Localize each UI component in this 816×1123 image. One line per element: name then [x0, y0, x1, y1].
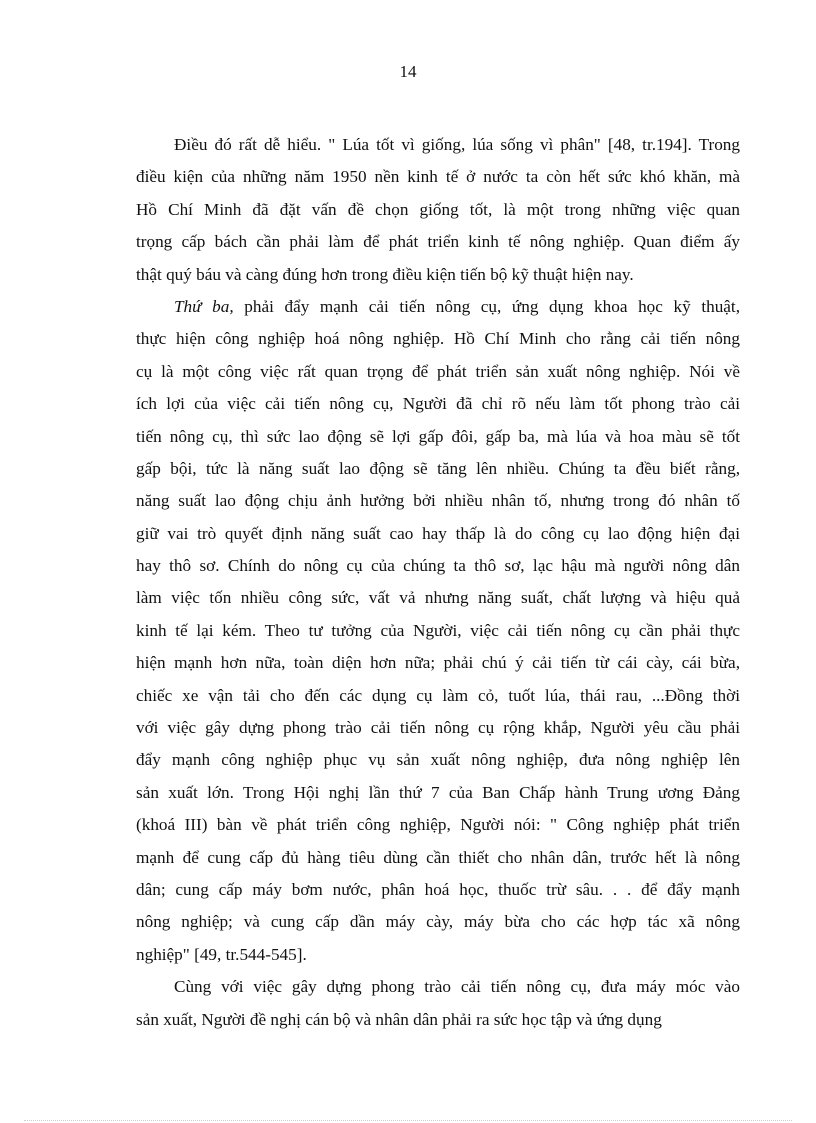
text-line: đẩy mạnh công nghiệp phục vụ sản xuất nông nghiệp, đưa nông nghiệp lên [136, 750, 740, 770]
text-line: hiện mạnh hơn nữa, toàn diện hơn nữa; phải chú ý cải tiến từ cái cày, cái bừa, [136, 653, 740, 673]
text-line: làm việc tốn nhiều công sức, vất vả nhưng năng suất, chất lượng và hiệu quả [136, 588, 740, 608]
italic-lead: Thứ ba, [174, 296, 234, 316]
paragraph-2 [136, 291, 740, 971]
text-line: mạnh để cung cấp đủ hàng tiêu dùng cần thiết cho nhân dân, trước hết là nông [136, 847, 740, 867]
text-line: hay thô sơ. Chính do nông cụ của chúng ta thô sơ, lạc hậu mà người nông dân [136, 556, 740, 576]
text-line: giữ vai trò quyết định năng suất cao hay thấp là do công cụ lao động hiện đại [136, 523, 740, 543]
text-line: tiến nông cụ, thì sức lao động sẽ lợi gấp đôi, gấp ba, mà lúa và hoa màu sẽ tốt [136, 426, 740, 446]
text-line: gấp bội, tức là năng suất lao động sẽ tăng lên nhiều. Chúng ta đều biết rằng, [136, 458, 740, 478]
text-line: dân; cung cấp máy bơm nước, phân hoá học, thuốc trừ sâu. . . để đẩy mạnh [136, 879, 740, 899]
text-line: ích lợi của việc cải tiến nông cụ, Người đã chỉ rõ nếu làm tốt phong trào cải [136, 394, 740, 414]
text-line: Điều đó rất dễ hiểu. " Lúa tốt vì giống, lúa sống vì phân" [48, tr.194]. Trong [174, 135, 740, 154]
paragraph-3 [136, 971, 740, 1036]
text-line: trọng cấp bách cần phải làm để phát triển kinh tế nông nghiệp. Quan điểm ấy [136, 232, 740, 252]
text-line: điều kiện của những năm 1950 nền kinh tế ở nước ta còn hết sức khó khăn, mà [136, 167, 740, 187]
text-line: sản xuất, Người đề nghị cán bộ và nhân dân phải ra sức học tập và ứng dụng [136, 1009, 662, 1029]
text-line: với việc gây dựng phong trào cải tiến nông cụ rộng khắp, Người yêu cầu phải [136, 718, 740, 738]
text-line: (khoá III) bàn về phát triển công nghiệp, Người nói: " Công nghiệp phát triển [136, 815, 740, 835]
text-line: thật quý báu và càng đúng hơn trong điều kiện tiến bộ kỹ thuật hiện nay. [136, 264, 634, 284]
paragraph-1 [136, 129, 740, 291]
text-line: Hồ Chí Minh đã đặt vấn đề chọn giống tốt, là một trong những việc quan [136, 199, 740, 219]
text-line: Cùng với việc gây dựng phong trào cải tiến nông cụ, đưa máy móc vào [174, 977, 740, 997]
page-number: 14 [399, 62, 417, 81]
lead-rest: phải đẩy mạnh cải tiến nông cụ, ứng dụng khoa học kỹ thuật, [233, 296, 740, 316]
body-text [136, 129, 740, 1036]
text-line: cụ là một công việc rất quan trọng để phát triển sản xuất nông nghiệp. Nói về [136, 361, 740, 381]
text-line: thực hiện công nghiệp hoá nông nghiệp. Hồ Chí Minh cho rằng cải tiến nông [136, 329, 740, 349]
page-bottom-divider [24, 1120, 792, 1121]
text-line: chiếc xe vận tải cho đến các dụng cụ làm cỏ, tuốt lúa, thái rau, ...Đồng thời [136, 685, 740, 705]
text-line: nghiệp" [49, tr.544-545]. [136, 944, 307, 964]
text-line [136, 291, 740, 323]
text-line: năng suất lao động chịu ảnh hưởng bởi nhiều nhân tố, nhưng trong đó nhân tố [136, 491, 740, 511]
text-line: kinh tế lại kém. Theo tư tưởng của Người, việc cải tiến nông cụ cần phải thực [136, 620, 740, 640]
text-line: nông nghiệp; và cung cấp dần máy cày, máy bừa cho các hợp tác xã nông [136, 912, 740, 932]
text-line: sản xuất lớn. Trong Hội nghị lần thứ 7 của Ban Chấp hành Trung ương Đảng [136, 782, 740, 802]
